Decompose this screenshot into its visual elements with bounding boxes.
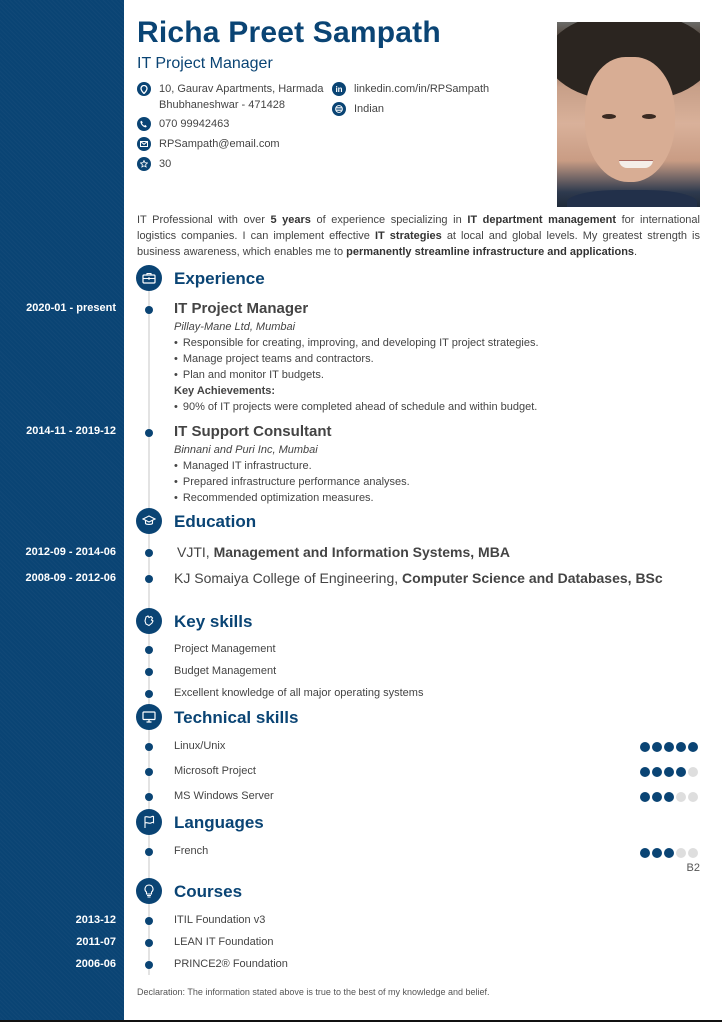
timeline-dot: [145, 848, 153, 856]
sidebar: [0, 0, 124, 1022]
monitor-icon: [136, 704, 162, 730]
job-company: Pillay-Mane Ltd, Mumbai: [174, 321, 296, 333]
job-duty: • Manage project teams and contractors.: [174, 353, 374, 365]
course-name: ITIL Foundation v3: [174, 914, 266, 926]
job-dates: 2014-11 - 2019-12: [26, 425, 116, 437]
timeline-dot: [145, 743, 153, 751]
lightbulb-icon: [136, 878, 162, 904]
job-position: IT Project Manager: [174, 300, 309, 317]
contact-age: [137, 156, 171, 172]
contact-address: [137, 81, 323, 113]
course-date: 2011-07: [76, 936, 116, 948]
timeline-dot: [145, 768, 153, 776]
job-duty: • Prepared infrastructure performance analyses.: [174, 476, 410, 488]
contact-email: [137, 136, 280, 152]
section-title-education: Education: [174, 512, 257, 531]
technical-skill-name: Linux/Unix: [174, 740, 226, 752]
timeline-dot: [145, 668, 153, 676]
timeline-dot: [145, 646, 153, 654]
language-rating: [640, 848, 698, 858]
flag-icon: [136, 809, 162, 835]
job-dates: 2020-01 - present: [26, 302, 116, 314]
declaration: Declaration: The information stated above is true to the best of my knowledge and belief.: [137, 987, 490, 997]
education-entry: VJTI, Management and Information Systems, MBA: [177, 544, 510, 560]
skill-rating: [640, 792, 698, 802]
course-date: 2006-06: [75, 958, 116, 970]
section-title-technical-skills: Technical skills: [174, 708, 299, 727]
timeline-dot: [145, 917, 153, 925]
section-title-languages: Languages: [174, 813, 264, 832]
course-name: PRINCE2® Foundation: [174, 958, 288, 970]
key-skill: Project Management: [174, 643, 276, 655]
contact-linkedin: [332, 81, 489, 97]
phone-icon: [137, 117, 151, 131]
profile-photo: [557, 22, 700, 207]
section-title-experience: Experience: [174, 269, 265, 288]
timeline-dot: [145, 939, 153, 947]
education-entry: KJ Somaiya College of Engineering, Computer Science and Databases, BSc: [174, 570, 663, 586]
address-line-1: 10, Gaurav Apartments, Harmada: [159, 83, 324, 95]
contact-phone: [137, 116, 229, 132]
job-duty: • Responsible for creating, improving, and developing IT project strategies.: [174, 337, 539, 349]
globe-icon: [332, 102, 346, 116]
envelope-icon: [137, 137, 151, 151]
star-icon: [137, 157, 151, 171]
candidate-name: Richa Preet Sampath: [137, 16, 441, 49]
briefcase-icon: [136, 265, 162, 291]
language-name: French: [174, 845, 209, 857]
graduation-cap-icon: [136, 508, 162, 534]
timeline-dot: [145, 793, 153, 801]
age-value: 30: [159, 158, 172, 170]
email-address[interactable]: RPSampath@email.com: [159, 138, 280, 150]
education-dates: 2008-09 - 2012-06: [25, 572, 116, 584]
job-position: IT Support Consultant: [174, 423, 332, 440]
job-duty: • Managed IT infrastructure.: [174, 460, 312, 472]
linkedin-icon: in: [332, 82, 346, 96]
key-skill: Budget Management: [174, 665, 277, 677]
timeline-dot: [145, 429, 153, 437]
linkedin-url[interactable]: linkedin.com/in/RPSampath: [354, 83, 490, 95]
education-dates: 2012-09 - 2014-06: [25, 546, 116, 558]
timeline-dot: [145, 690, 153, 698]
address-line-2: Bhubhaneshwar - 471428: [159, 99, 285, 111]
profile-summary: IT Professional with over 5 years of experience specializing in IT department management for international logistics companies. I can implement effective IT strategies at local and global levels. My greatest strength is business awareness, which enables me to permanently streamline infrastructure and applications.: [137, 214, 700, 258]
timeline-dot: [145, 961, 153, 969]
phone-number[interactable]: 070 99942463: [159, 118, 230, 130]
course-name: LEAN IT Foundation: [174, 936, 274, 948]
course-date: 2013-12: [75, 914, 116, 926]
skill-rating: [640, 767, 698, 777]
section-title-key-skills: Key skills: [174, 612, 253, 631]
technical-skill-name: Microsoft Project: [174, 765, 256, 777]
candidate-title: IT Project Manager: [137, 55, 273, 72]
contact-nationality: [332, 101, 384, 117]
technical-skill-name: MS Windows Server: [174, 790, 274, 802]
job-achievement: • 90% of IT projects were completed ahead of schedule and within budget.: [174, 401, 537, 413]
achievements-label: Key Achievements:: [174, 385, 276, 397]
job-duty: • Recommended optimization measures.: [174, 492, 374, 504]
location-pin-icon: [137, 82, 151, 96]
timeline-dot: [145, 575, 153, 583]
skill-rating: [640, 742, 698, 752]
language-level: B2: [686, 862, 700, 874]
timeline-dot: [145, 306, 153, 314]
section-title-courses: Courses: [174, 882, 243, 901]
job-duty: • Plan and monitor IT budgets.: [174, 369, 324, 381]
puzzle-hand-icon: [136, 608, 162, 634]
nationality-value: Indian: [354, 103, 384, 115]
job-company: Binnani and Puri Inc, Mumbai: [174, 444, 318, 456]
timeline-dot: [145, 549, 153, 557]
key-skill: Excellent knowledge of all major operating systems: [174, 687, 424, 699]
